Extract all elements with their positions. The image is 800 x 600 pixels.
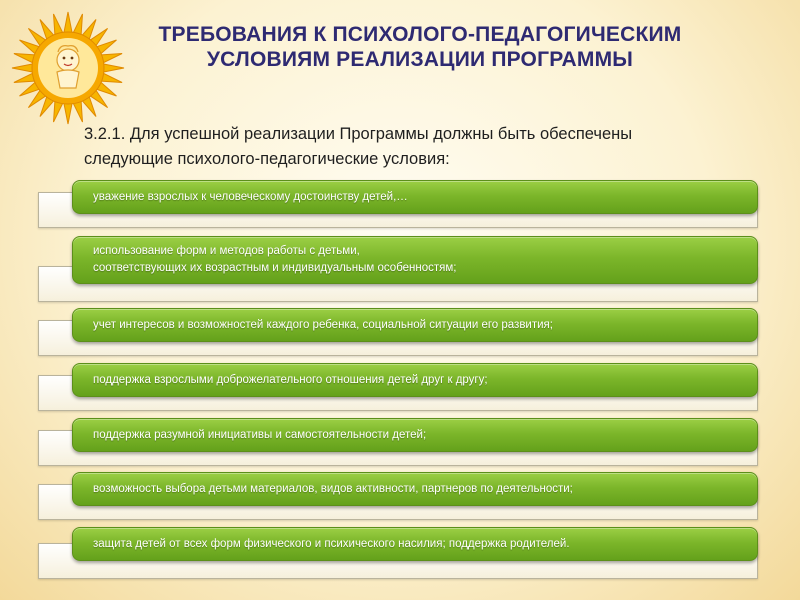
condition-item-label: учет интересов и возможностей каждого ребенка, социальной ситуации его развития; [72, 308, 758, 342]
condition-item-label: использование форм и методов работы с детьми, соответствующих их возрастным и индивидуальным особенностям; [72, 236, 758, 284]
slide-title [120, 22, 720, 72]
condition-item-5 [38, 418, 758, 466]
condition-item-label: возможность выбора детьми материалов, видов активности, партнеров по деятельности; [72, 472, 758, 506]
condition-item-3 [38, 308, 758, 356]
condition-item-1 [38, 180, 758, 228]
sun-ray [64, 12, 73, 34]
sun-logo-icon [8, 8, 128, 128]
sun-ray [12, 64, 34, 73]
condition-item-label: поддержка взрослыми доброжелательного отношения детей друг к другу; [72, 363, 758, 397]
condition-item-label: защита детей от всех форм физического и психического насилия; поддержка родителей. [72, 527, 758, 561]
intro-text-line-2: следующие психолого-педагогические условия: [84, 150, 450, 168]
condition-item-label: уважение взрослых к человеческому достоинству детей,… [72, 180, 758, 214]
condition-item-2 [38, 236, 758, 302]
slide-title-line-1: ТРЕБОВАНИЯ К ПСИХОЛОГО-ПЕДАГОГИЧЕСКИМ [158, 23, 682, 46]
intro-text [84, 122, 744, 172]
condition-item-label: поддержка разумной инициативы и самостоятельности детей; [72, 418, 758, 452]
slide-title-line-2: УСЛОВИЯМ РЕАЛИЗАЦИИ ПРОГРАММЫ [206, 48, 634, 71]
condition-item-4 [38, 363, 758, 411]
condition-item-6 [38, 472, 758, 520]
sun-ray [64, 102, 73, 124]
intro-text-line-1: 3.2.1. Для успешной реализации Программы должны быть обеспечены [84, 125, 633, 143]
condition-item-7 [38, 527, 758, 579]
